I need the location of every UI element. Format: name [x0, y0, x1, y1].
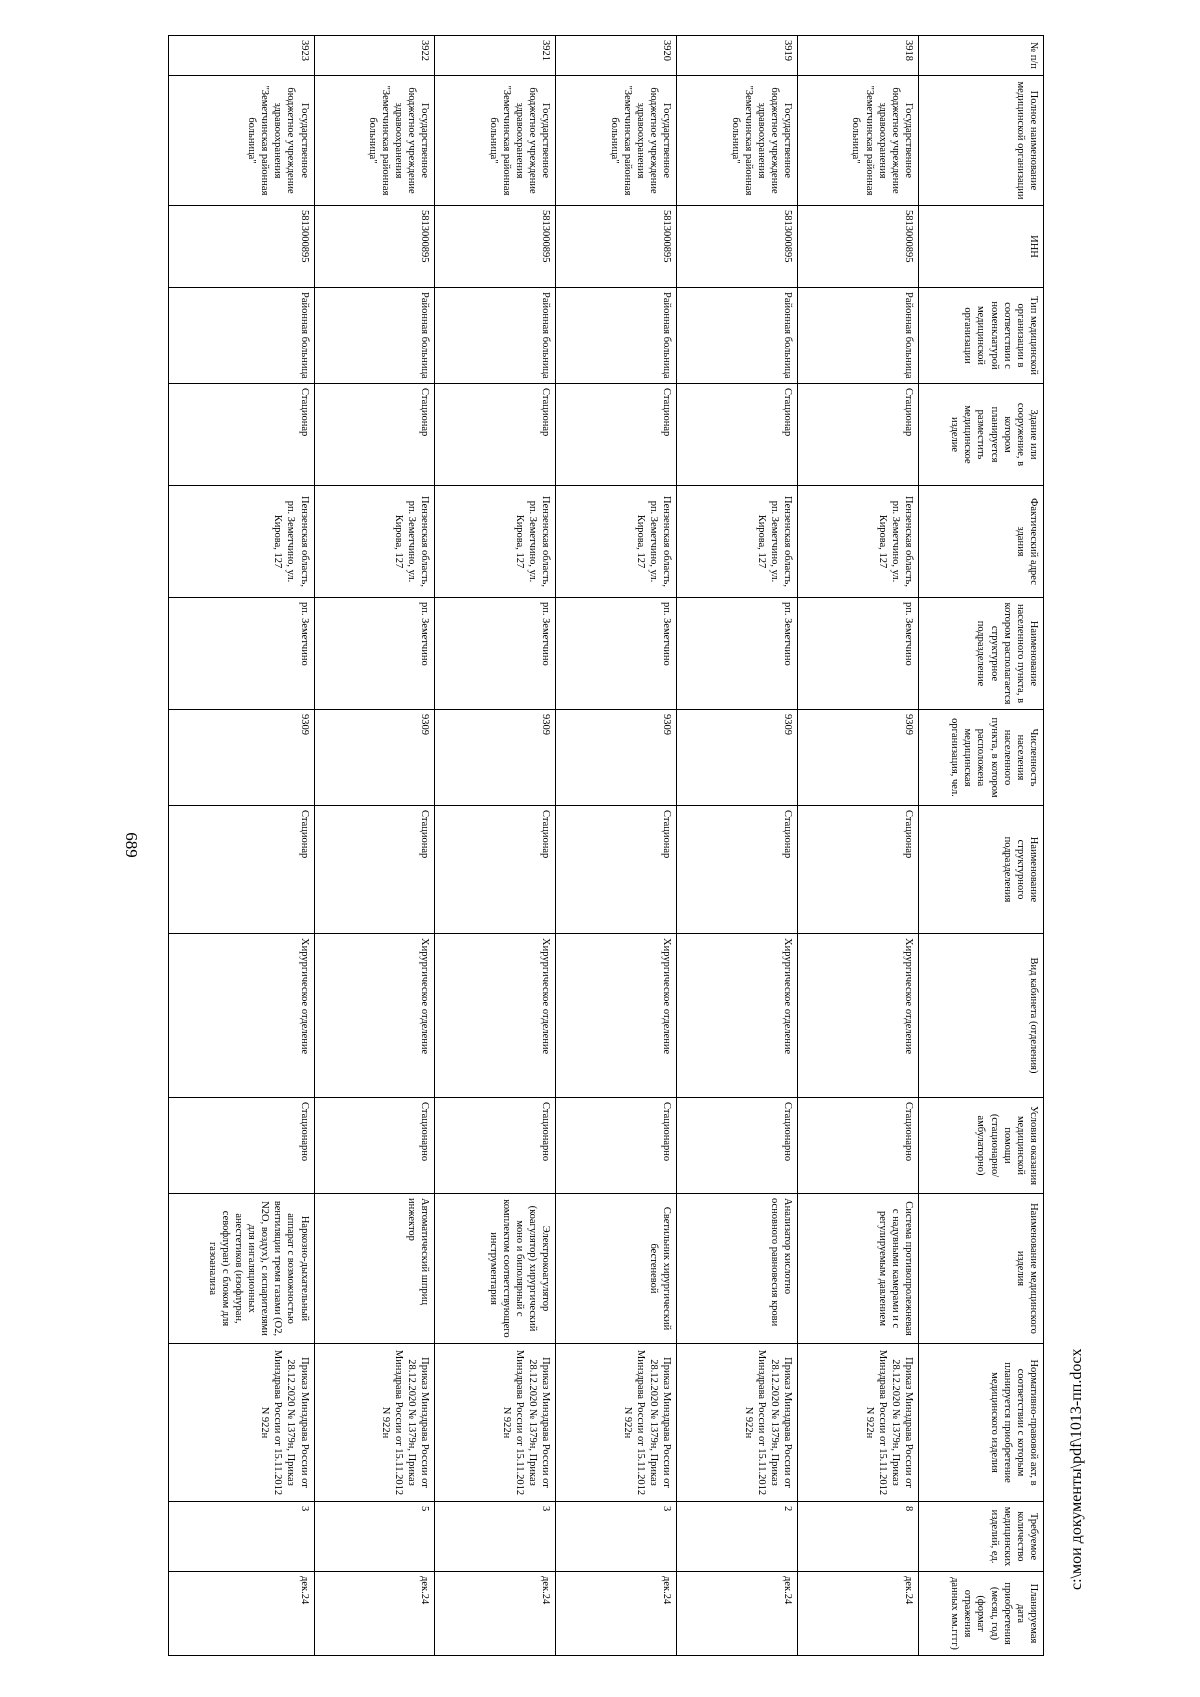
row-number: 3923	[169, 36, 315, 76]
organization-type: Районная больница	[435, 288, 556, 384]
device-name: Электрокоагулятор (коагулятор) хирургический моно и биполярный с комплектом соответствующего инструментария	[435, 1194, 556, 1344]
organization-name: Государственное бюджетное учреждение здравоохранения "Земетчинская районная больница"	[169, 76, 315, 206]
address: Пензенская область, рп. Земетчино, ул. Кирова, 127	[169, 486, 315, 598]
settlement: рп. Земетчино	[314, 598, 435, 710]
header-cell: Нормативно-правовой акт, в соответствии с которым планируется приобретение медицинского изделия	[919, 1344, 1044, 1502]
inn: 5813000895	[314, 206, 435, 288]
department: Хирургическое отделение	[435, 934, 556, 1098]
row-number: 3918	[798, 36, 919, 76]
legal-act: Приказ Минздрава России от 28.12.2020 № 1379н, Приказ Минздрава России от 15.11.2012 N 922н	[556, 1344, 677, 1502]
table-row	[798, 36, 919, 1656]
page-number: 689	[122, 832, 141, 858]
header-cell: Здание или сооружение, в котором планируется разместить медицинское изделие	[919, 384, 1044, 486]
building: Стационар	[556, 384, 677, 486]
inn: 5813000895	[169, 206, 315, 288]
table-row	[169, 36, 315, 1656]
header-cell: ИНН	[919, 206, 1044, 288]
organization-type: Районная больница	[556, 288, 677, 384]
care-conditions: Стационарно	[435, 1098, 556, 1194]
structural-unit: Стационар	[169, 806, 315, 934]
header-cell: Наименование населенного пункта, в котором располагается структурное подразделение	[919, 598, 1044, 710]
table-row	[435, 36, 556, 1656]
building: Стационар	[169, 384, 315, 486]
care-conditions: Стационарно	[798, 1098, 919, 1194]
department: Хирургическое отделение	[798, 934, 919, 1098]
structural-unit: Стационар	[435, 806, 556, 934]
care-conditions: Стационарно	[169, 1098, 315, 1194]
building: Стационар	[798, 384, 919, 486]
address: Пензенская область, рп. Земетчино, ул. Кирова, 127	[314, 486, 435, 598]
building: Стационар	[435, 384, 556, 486]
structural-unit: Стационар	[556, 806, 677, 934]
organization-type: Районная больница	[677, 288, 798, 384]
legal-act: Приказ Минздрава России от 28.12.2020 № 1379н, Приказ Минздрава России от 15.11.2012 N 922н	[798, 1344, 919, 1502]
table-row	[677, 36, 798, 1656]
file-path: c:\мои документы\pdf\1013-пп.docx	[1068, 1348, 1085, 1590]
header-cell: Численность населения населенного пункта, в котором расположена медицинская организация, чел.	[919, 710, 1044, 806]
organization-type: Районная больница	[169, 288, 315, 384]
quantity: 8	[798, 1502, 919, 1572]
header-cell: Фактический адрес здания	[919, 486, 1044, 598]
organization-name: Государственное бюджетное учреждение здравоохранения "Земетчинская районная больница"	[798, 76, 919, 206]
device-name: Система противопролежневая с надувными камерами и с регулируемым давлением	[798, 1194, 919, 1344]
device-name: Наркозно-дыхательный аппарат с возможностью вентиляции тремя газами (O2, N2O, воздух), с испарителями для ингаляционных анестетиков (изофлуран, севофлуран) с блоком для газоанализа	[169, 1194, 315, 1344]
department: Хирургическое отделение	[314, 934, 435, 1098]
legal-act: Приказ Минздрава России от 28.12.2020 № 1379н, Приказ Минздрава России от 15.11.2012 N 922н	[435, 1344, 556, 1502]
inn: 5813000895	[798, 206, 919, 288]
row-number: 3921	[435, 36, 556, 76]
planned-date: дек.24	[798, 1572, 919, 1656]
header-cell: Планируемая дата приобретения (месяц, год) (формат отражения данных мм.гггг)	[919, 1572, 1044, 1656]
structural-unit: Стационар	[677, 806, 798, 934]
legal-act: Приказ Минздрава России от 28.12.2020 № 1379н, Приказ Минздрава России от 15.11.2012 N 922н	[314, 1344, 435, 1502]
quantity: 5	[314, 1502, 435, 1572]
organization-type: Районная больница	[314, 288, 435, 384]
building: Стационар	[677, 384, 798, 486]
table-row	[556, 36, 677, 1656]
planned-date: дек.24	[677, 1572, 798, 1656]
row-number: 3922	[314, 36, 435, 76]
department: Хирургическое отделение	[556, 934, 677, 1098]
population: 9309	[169, 710, 315, 806]
care-conditions: Стационарно	[314, 1098, 435, 1194]
population: 9309	[435, 710, 556, 806]
header-cell: Наименование структурного подразделения	[919, 806, 1044, 934]
organization-type: Районная больница	[798, 288, 919, 384]
header-cell: Условия оказания медицинской помощи (стационарно/ амбулаторно)	[919, 1098, 1044, 1194]
planned-date: дек.24	[556, 1572, 677, 1656]
address: Пензенская область, рп. Земетчино, ул. Кирова, 127	[798, 486, 919, 598]
quantity: 3	[169, 1502, 315, 1572]
planned-date: дек.24	[314, 1572, 435, 1656]
inn: 5813000895	[556, 206, 677, 288]
care-conditions: Стационарно	[556, 1098, 677, 1194]
row-number: 3919	[677, 36, 798, 76]
quantity: 2	[677, 1502, 798, 1572]
table-row	[314, 36, 435, 1656]
settlement: рп. Земетчино	[556, 598, 677, 710]
inn: 5813000895	[677, 206, 798, 288]
header-cell: Вид кабинета (отделения)	[919, 934, 1044, 1098]
device-name: Автоматический шприц инжектор	[314, 1194, 435, 1344]
legal-act: Приказ Минздрава России от 28.12.2020 № 1379н, Приказ Минздрава России от 15.11.2012 N 922н	[169, 1344, 315, 1502]
inn: 5813000895	[435, 206, 556, 288]
quantity: 3	[435, 1502, 556, 1572]
structural-unit: Стационар	[314, 806, 435, 934]
organization-name: Государственное бюджетное учреждение здравоохранения "Земетчинская районная больница"	[314, 76, 435, 206]
header-cell: Тип медицинской организации в соответствии с номенклатурой медицинской организации	[919, 288, 1044, 384]
structural-unit: Стационар	[798, 806, 919, 934]
settlement: рп. Земетчино	[169, 598, 315, 710]
department: Хирургическое отделение	[169, 934, 315, 1098]
device-name: Анализатор кислотно основного равновесия крови	[677, 1194, 798, 1344]
settlement: рп. Земетчино	[435, 598, 556, 710]
settlement: рп. Земетчино	[798, 598, 919, 710]
building: Стационар	[314, 384, 435, 486]
settlement: рп. Земетчино	[677, 598, 798, 710]
organization-name: Государственное бюджетное учреждение здравоохранения "Земетчинская районная больница"	[435, 76, 556, 206]
organization-name: Государственное бюджетное учреждение здравоохранения "Земетчинская районная больница"	[556, 76, 677, 206]
population: 9309	[677, 710, 798, 806]
header-cell: № п/п	[919, 36, 1044, 76]
planned-date: дек.24	[435, 1572, 556, 1656]
address: Пензенская область, рп. Земетчино, ул. Кирова, 127	[556, 486, 677, 598]
rotated-table-container	[168, 35, 1044, 1655]
care-conditions: Стационарно	[677, 1098, 798, 1194]
device-name: Светильник хирургический бестеневой	[556, 1194, 677, 1344]
header-cell: Полное наименование медицинской организации	[919, 76, 1044, 206]
department: Хирургическое отделение	[677, 934, 798, 1098]
population: 9309	[314, 710, 435, 806]
row-number: 3920	[556, 36, 677, 76]
header-cell: Требуемое количество медицинских изделий, ед.	[919, 1502, 1044, 1572]
population: 9309	[556, 710, 677, 806]
legal-act: Приказ Минздрава России от 28.12.2020 № 1379н, Приказ Минздрава России от 15.11.2012 N 922н	[677, 1344, 798, 1502]
header-cell: Наименование медицинского изделия	[919, 1194, 1044, 1344]
organization-name: Государственное бюджетное учреждение здравоохранения "Земетчинская районная больница"	[677, 76, 798, 206]
header-row	[919, 36, 1044, 1656]
population: 9309	[798, 710, 919, 806]
address: Пензенская область, рп. Земетчино, ул. Кирова, 127	[435, 486, 556, 598]
planned-date: дек.24	[169, 1572, 315, 1656]
address: Пензенская область, рп. Земетчино, ул. Кирова, 127	[677, 486, 798, 598]
quantity: 3	[556, 1502, 677, 1572]
equipment-table	[168, 35, 1044, 1656]
